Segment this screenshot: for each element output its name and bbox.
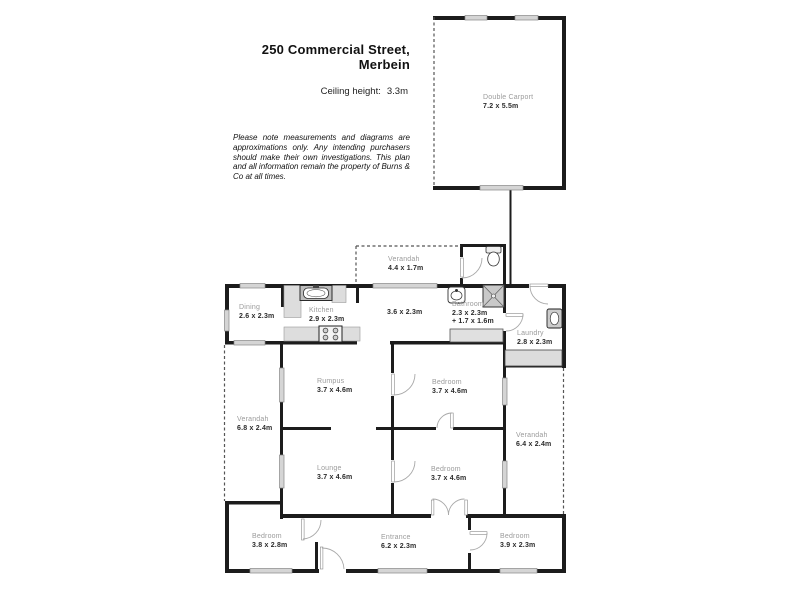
room-label-verandah-left	[237, 416, 272, 433]
dining-name: Dining	[239, 304, 261, 311]
stove-icon	[319, 326, 342, 342]
bedroom-s-name: Bedroom	[500, 533, 530, 540]
entrance-name: Entrance	[381, 534, 411, 541]
doors	[302, 258, 552, 569]
room-label-verandah-right	[516, 432, 551, 449]
verandah-left-dims: 6.8 x 2.4m	[237, 424, 273, 432]
bathroom-dims-extra: + 1.7 x 1.6m	[452, 318, 494, 325]
rumpus-name: Rumpus	[317, 378, 345, 385]
verandah-left-name: Verandah	[237, 416, 269, 423]
disclaimer-text: Please note measurements and diagrams are approximations only. Any intending purchasers should make their own investigations. This plan and all information remain the property of Burns & Co at all times.	[233, 133, 410, 182]
laundry-bench-icon	[505, 350, 562, 366]
room-label-laundry	[517, 330, 552, 347]
entrance-dims: 6.2 x 2.3m	[381, 542, 417, 550]
bathroom-name: Bathroom	[452, 301, 484, 308]
dining-dims: 2.6 x 2.3m	[239, 312, 275, 320]
room-label-bedroom-sw	[252, 533, 287, 550]
carport-connector-wall	[510, 190, 512, 284]
laundry-trough-icon	[547, 309, 562, 328]
title-line2: Merbein	[358, 57, 410, 72]
bedroom-ne-dims: 3.7 x 4.6m	[432, 387, 468, 395]
room-label-verandah-top	[388, 256, 423, 273]
bedroom-e-dims: 3.7 x 4.6m	[431, 474, 467, 482]
lounge-dims: 3.7 x 4.6m	[317, 473, 353, 481]
room-label-bedroom-s	[500, 533, 535, 550]
room-label-kitchen	[309, 307, 344, 324]
bedroom-sw-name: Bedroom	[252, 533, 282, 540]
verandah-top-name: Verandah	[388, 256, 420, 263]
carport-dims: 7.2 x 5.5m	[483, 102, 519, 110]
kitchen-dims: 2.9 x 2.3m	[309, 315, 345, 323]
room-label-bedroom-e	[431, 466, 466, 483]
laundry-dims: 2.8 x 2.3m	[517, 338, 553, 346]
verandah-right-dims: 6.4 x 2.4m	[516, 440, 552, 448]
bedroom-sw-dims: 3.8 x 2.8m	[252, 541, 288, 549]
lounge-name: Lounge	[317, 465, 342, 472]
verandah-right-name: Verandah	[516, 432, 548, 439]
room-label-bathroom	[452, 301, 494, 327]
toilet-icon	[486, 247, 501, 267]
ceiling-height-value: 3.3m	[386, 86, 408, 97]
bathroom-dims: 2.3 x 2.3m	[452, 309, 488, 317]
room-label-sunroom	[387, 309, 422, 318]
room-label-entrance	[381, 534, 416, 551]
bathtub-icon	[450, 329, 503, 342]
bedroom-e-name: Bedroom	[431, 466, 461, 473]
kitchen-sink-icon	[300, 285, 332, 301]
room-label-bedroom-ne	[432, 379, 467, 396]
kitchen-name: Kitchen	[309, 307, 334, 314]
door-openings	[314, 257, 548, 574]
carport-name: Double Carport	[483, 94, 534, 101]
rumpus-dims: 3.7 x 4.6m	[317, 386, 353, 394]
room-label-rumpus	[317, 378, 352, 395]
ceiling-height-note	[230, 86, 408, 97]
page-title	[230, 42, 410, 72]
verandah-top-dims: 4.4 x 1.7m	[388, 264, 424, 272]
room-label-lounge	[317, 465, 352, 482]
sunroom-dims: 3.6 x 2.3m	[387, 309, 423, 316]
ceiling-height-label: Ceiling height:	[320, 86, 381, 97]
room-label-carport	[483, 94, 533, 111]
title-line1: 250 Commercial Street,	[261, 42, 410, 57]
room-label-dining	[239, 304, 274, 321]
bedroom-ne-name: Bedroom	[432, 379, 462, 386]
laundry-name: Laundry	[517, 330, 544, 337]
bedroom-s-dims: 3.9 x 2.3m	[500, 541, 536, 549]
